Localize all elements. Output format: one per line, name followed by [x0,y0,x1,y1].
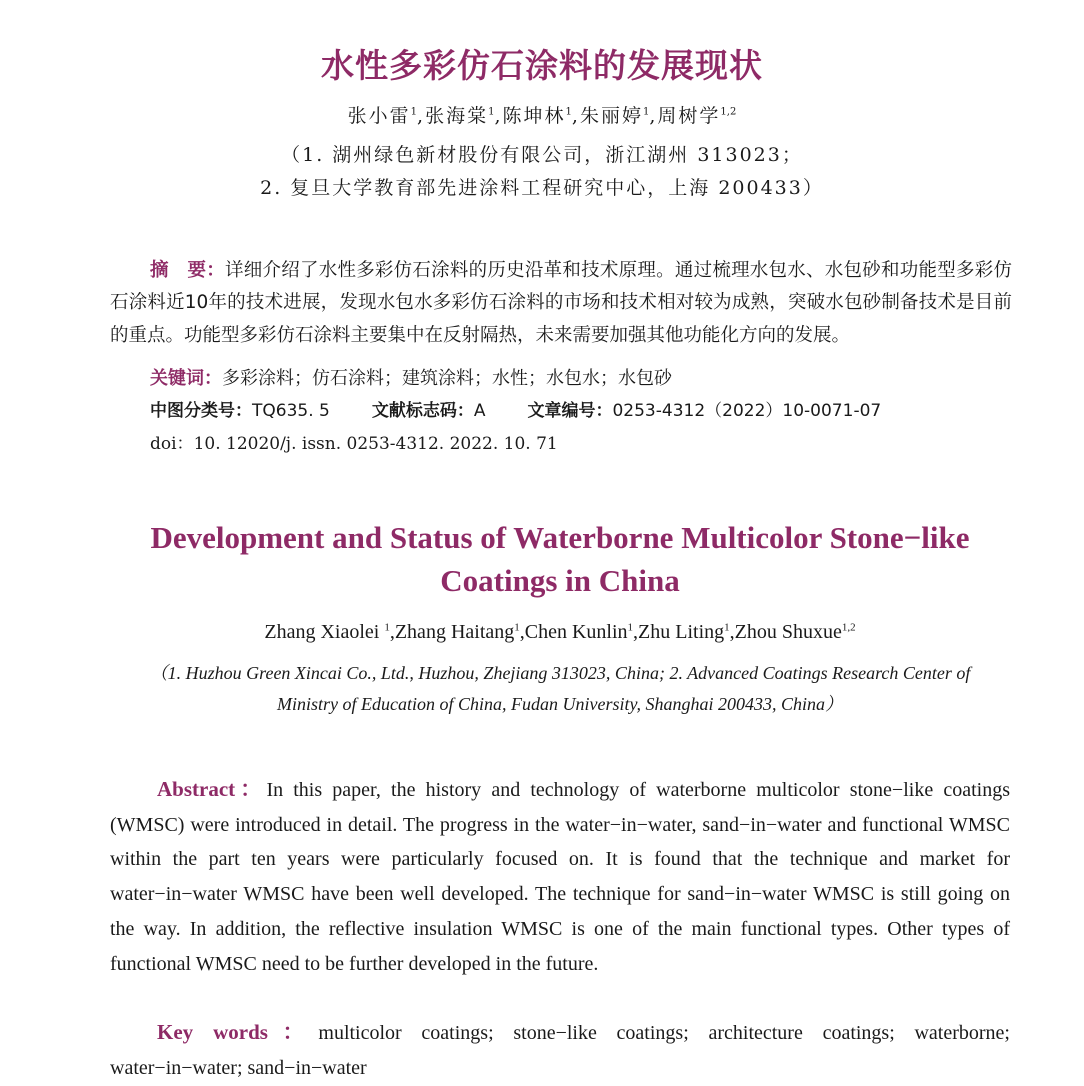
doc-code-label: 文献标志码： [371,401,474,421]
english-authors: Zhang Xiaolei $^1$,Zhang Haitang$^1$,Chen Kunlin$^1$,Zhu Liting$^1$,Zhou Shuxue$^{1,2}$ [264,621,856,643]
author-name: 周树学 [657,105,721,127]
chinese-abstract-label: 摘 要： [150,259,225,281]
chinese-abstract [110,255,1012,353]
chinese-abstract-text: 详细介绍了水性多彩仿石涂料的历史沿革和技术原理。通过梳理水包水、水包砂和功能型多彩仿石涂料近10年的技术进展，发现水包水多彩仿石涂料的市场和技术相对较为成熟，突破水包砂制备技术是目前的重点。功能型多彩仿石涂料主要集中在反射隔热，未来需要加强其他功能化方向的发展。 [110,259,1012,346]
chinese-title: 水性多彩仿石涂料的发展现状 [321,46,763,86]
author-name: Zhang Xiaolei [264,621,380,643]
author-name: 张小雷 [347,105,411,127]
author-affil-sup: 1 [724,621,730,634]
doi-line [150,429,558,454]
author-affil-sup: 1 [627,621,634,634]
doi-label: doi： [150,434,194,454]
english-affiliation-line-2: Ministry of Education of China, Fudan University, Shanghai 200433, China） [277,694,843,714]
clc-label: 中图分类号： [150,401,252,421]
author-name: Chen Kunlin [524,621,628,643]
author-name: 陈坤林 [502,105,566,127]
chinese-keywords-text: 多彩涂料；仿石涂料；建筑涂料；水性；水包水；水包砂 [222,368,672,389]
doc-code-value: A [473,401,486,421]
chinese-keywords [150,364,672,390]
english-keywords-text: multicolor coatings; stone−like coatings; architecture coatings; waterborne; water−in−water; sand−in−water [110,1022,1010,1079]
doi-value: 10. 12020/j. issn. 0253-4312. 2022. 10. 71 [193,434,558,454]
english-abstract-text: In this paper, the history and technology of waterborne multicolor stone−like coatings (WMSC) were introduced in detail. The progress in the water−in−water, sand−in−water and functional WMSC within the part ten years were particularly focused on. It is found that the technique and market for water−in−water WMSC have been well developed. The technique for sand−in−water WMSC is still going on the way. In addition, the reflective insulation WMSC is one of the main functional types. Other types of functional WMSC need to be further developed in the future. [110,779,1010,975]
english-title [60,516,1060,602]
author-name: 张海棠 [425,105,489,127]
author-affil-sup: 1 [514,621,520,634]
english-abstract-label: Abstract： [157,777,267,801]
author-affil-sup: 1 [642,106,650,118]
author-name: Zhu Liting [638,621,725,643]
english-affiliation-line-1: （1. Huzhou Green Xincai Co., Ltd., Huzhou, Zhejiang 313023, China; 2. Advanced Coatings Research Center of [149,663,971,683]
chinese-keywords-label: 关键词： [150,368,222,389]
chinese-affiliation-line-2: 2. 复旦大学教育部先进涂料工程研究中心，上海 200433） [260,177,824,199]
author-affil-sup: 1,2 [720,106,737,118]
author-affil-sup: 1 [488,106,495,118]
article-number-label: 文章编号： [527,401,613,421]
classification-line [150,396,881,421]
english-keywords [110,1015,1010,1086]
chinese-authors: 张小雷$^1$,张海棠$^1$,陈坤林$^1$,朱丽婷$^1$,周树学$^{1,2}$ [347,105,737,127]
clc-value: TQ635. 5 [252,401,330,421]
author-affil-sup: 1 [565,106,572,118]
english-title-line-2: Coatings in China [440,562,680,598]
english-keywords-label: Key words： [157,1020,319,1044]
author-name: Zhou Shuxue [734,621,842,643]
author-affil-sup: 1,2 [841,621,856,634]
article-number-value: 0253-4312（2022）10-0071-07 [612,401,882,421]
author-affil-sup: 1 [410,106,418,118]
author-name: Zhang Haitang [394,621,515,643]
chinese-affiliation-line-1: （1. 湖州绿色新材股份有限公司，浙江湖州 313023； [281,144,803,166]
english-title-line-1: Development and Status of Waterborne Multicolor Stone−like [150,519,970,555]
author-affil-sup: 1 [384,621,390,634]
english-abstract [110,772,1010,981]
author-name: 朱丽婷 [579,105,643,127]
